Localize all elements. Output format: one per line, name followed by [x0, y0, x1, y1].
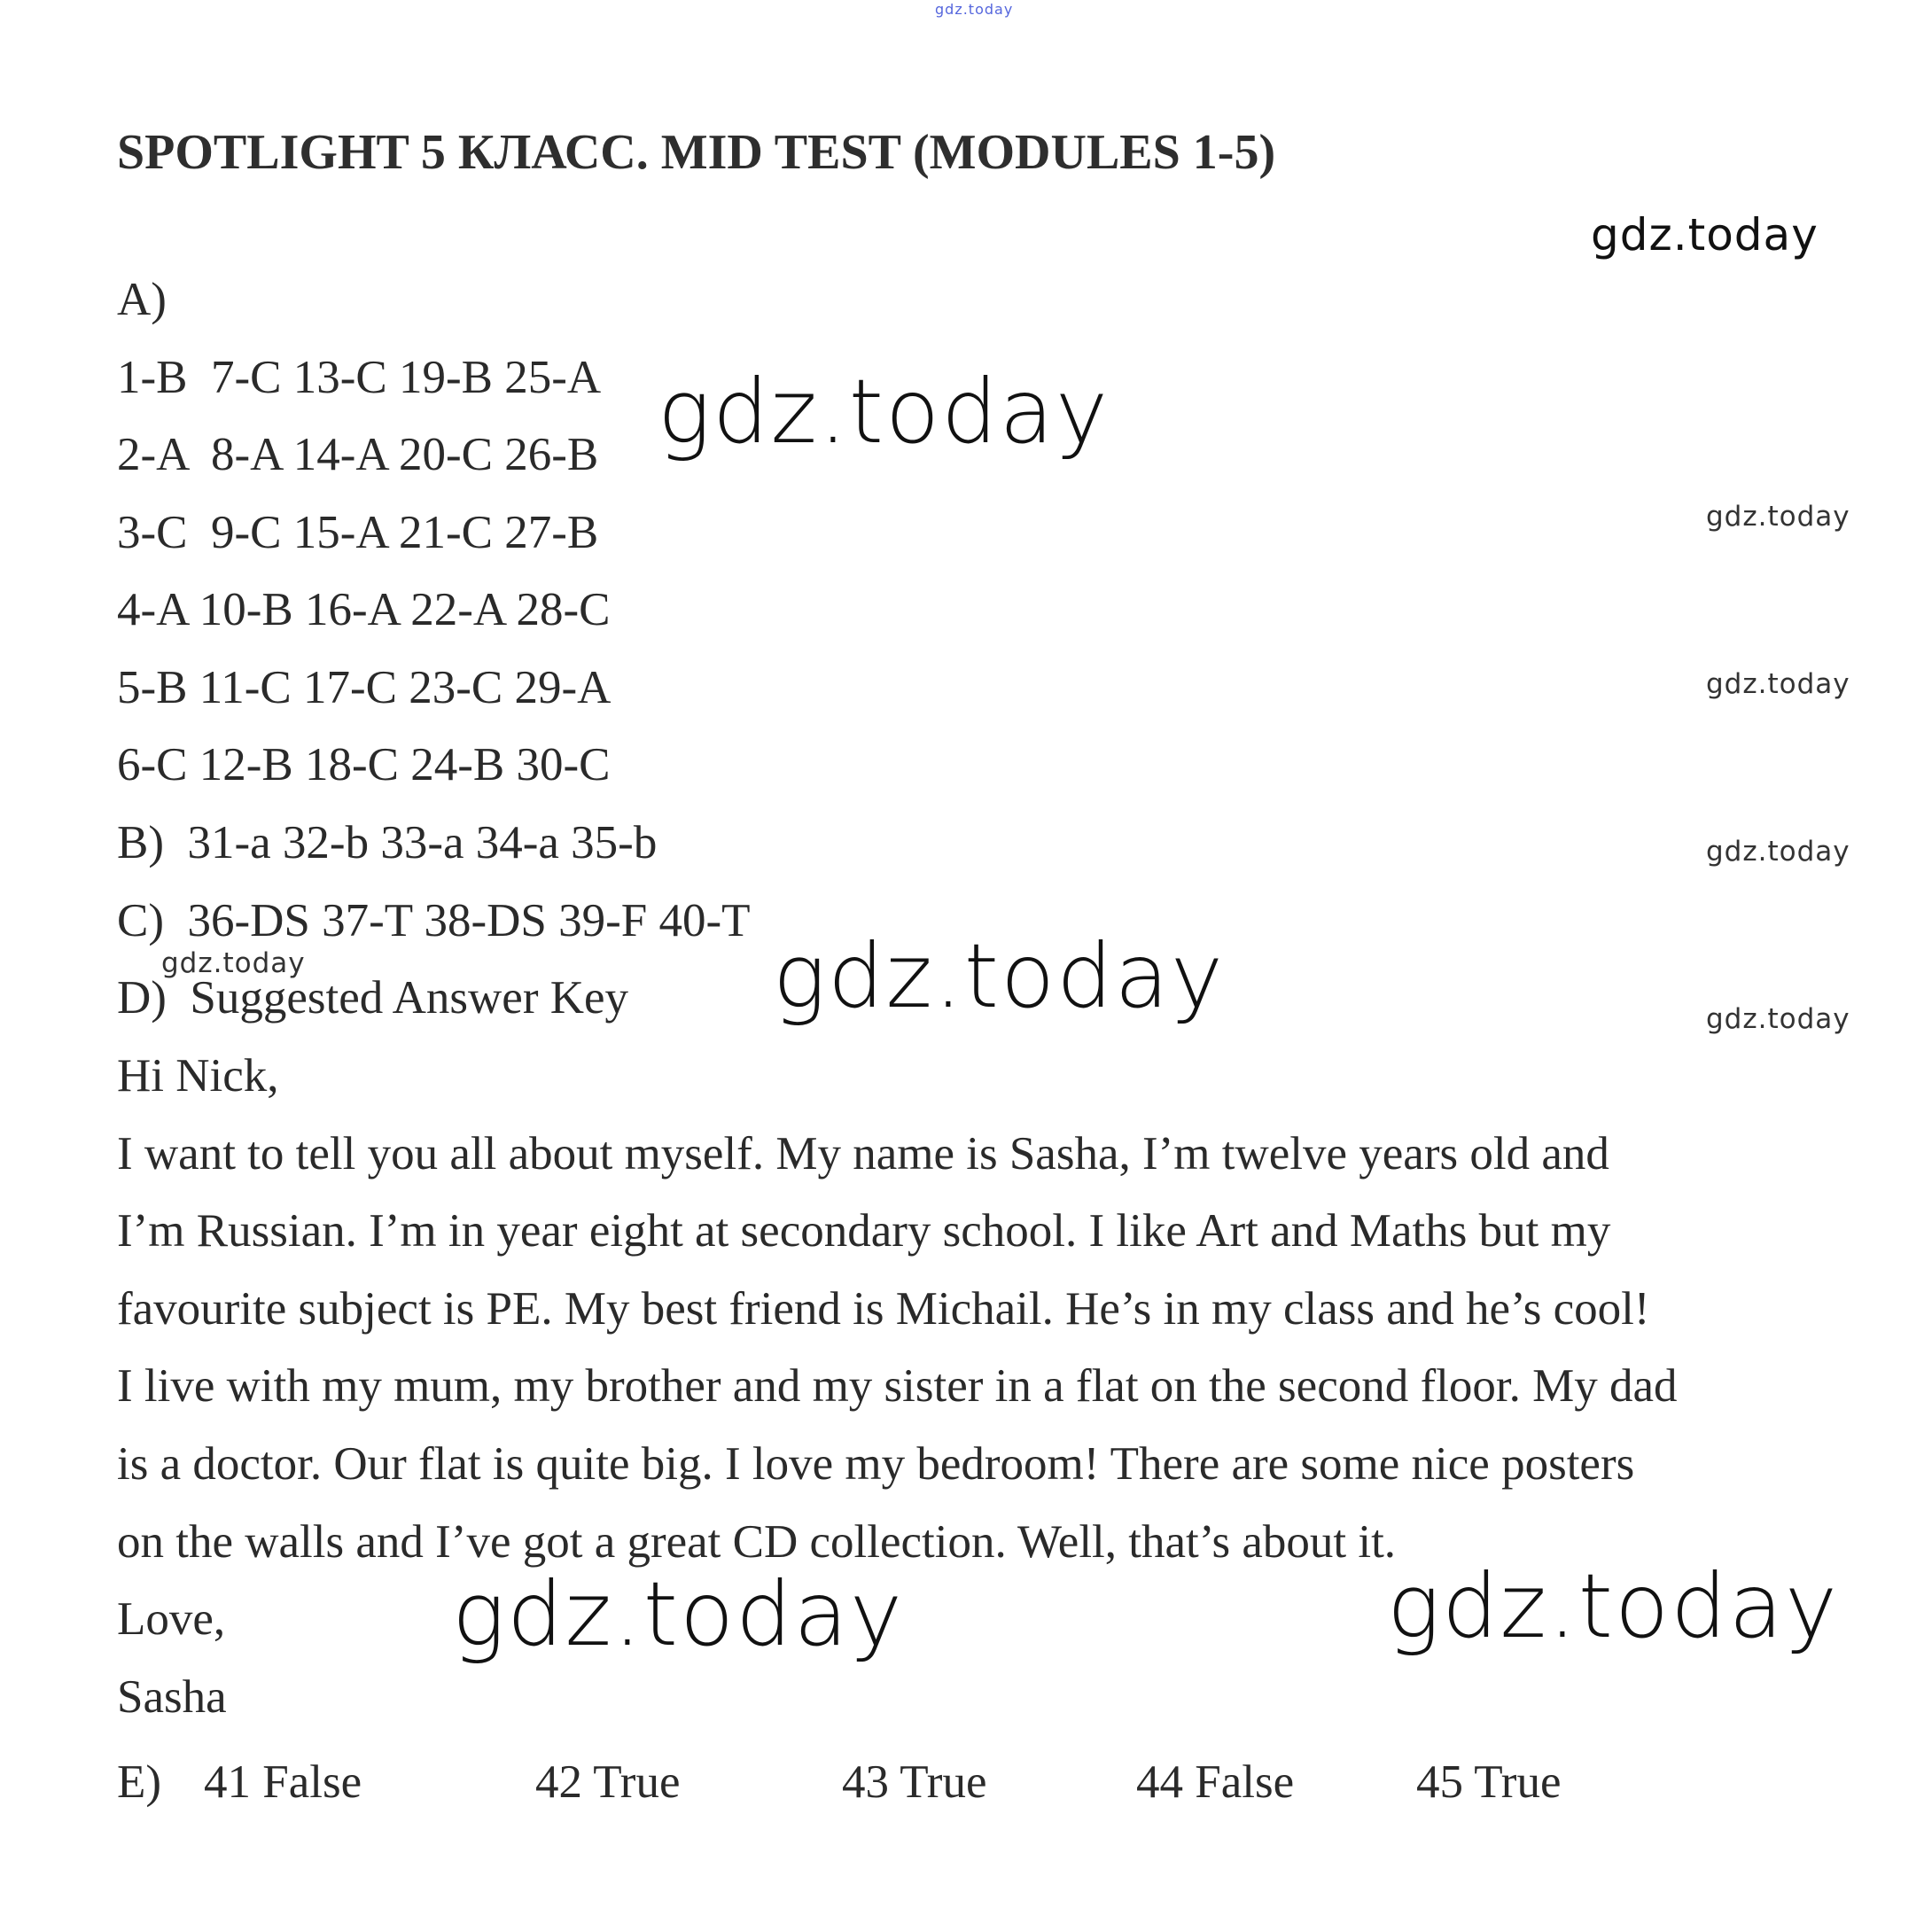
watermark: gdz.today	[1706, 501, 1850, 533]
watermark: gdz.today	[1706, 668, 1850, 700]
watermark: gdz.today	[773, 924, 1226, 1028]
section-b-answers: B) 31-a 32-b 33-a 34-a 35-b	[117, 817, 658, 868]
true-false-answer: 45 True	[1416, 1756, 1562, 1808]
watermark: gdz.today	[452, 1562, 905, 1666]
letter-line: I want to tell you all about myself. My name is Sasha, I’m twelve years old and	[117, 1128, 1609, 1179]
answer-row: 2-A 8-A 14-A 20-C 26-B	[117, 429, 599, 480]
section-d-heading: D) Suggested Answer Key	[117, 972, 629, 1024]
answer-row: 6-C 12-B 18-C 24-B 30-C	[117, 739, 611, 790]
letter-greeting: Hi Nick,	[117, 1050, 279, 1102]
section-a-label: A)	[117, 274, 167, 325]
watermark: gdz.today	[1591, 209, 1819, 261]
watermark: gdz.today	[1706, 836, 1850, 868]
answer-row: 3-C 9-C 15-A 21-C 27-B	[117, 507, 599, 558]
answer-row: 4-A 10-B 16-A 22-A 28-C	[117, 584, 611, 635]
answer-row: 1-B 7-C 13-C 19-B 25-A	[117, 352, 602, 403]
letter-line: on the walls and I’ve got a great CD collection. Well, that’s about it.	[117, 1516, 1397, 1568]
watermark: gdz.today	[1706, 1003, 1850, 1035]
true-false-answer: 42 True	[535, 1756, 681, 1808]
true-false-answer: 44 False	[1136, 1756, 1295, 1808]
letter-line: favourite subject is PE. My best friend is Michail. He’s in my class and he’s cool!	[117, 1283, 1650, 1335]
watermark: gdz.today	[161, 947, 306, 979]
page-title: SPOTLIGHT 5 КЛАСС. MID TEST (MODULES 1-5)	[117, 125, 1276, 180]
watermark: gdz.today	[658, 360, 1110, 463]
letter-signature: Sasha	[117, 1671, 227, 1723]
watermark: gdz.today	[1387, 1554, 1840, 1658]
letter-line: I live with my mum, my brother and my sister in a flat on the second floor. My dad	[117, 1360, 1678, 1412]
true-false-answer: 41 False	[204, 1756, 362, 1808]
answer-row: 5-B 11-C 17-C 23-C 29-A	[117, 662, 612, 713]
true-false-answer: 43 True	[842, 1756, 987, 1808]
section-e-label: E)	[117, 1756, 162, 1808]
letter-closing: Love,	[117, 1593, 226, 1645]
letter-line: I’m Russian. I’m in year eight at secondary school. I like Art and Maths but my	[117, 1205, 1611, 1257]
letter-line: is a doctor. Our flat is quite big. I love my bedroom! There are some nice posters	[117, 1438, 1635, 1490]
section-c-answers: C) 36-DS 37-T 38-DS 39-F 40-T	[117, 895, 751, 946]
watermark: gdz.today	[935, 1, 1014, 18]
